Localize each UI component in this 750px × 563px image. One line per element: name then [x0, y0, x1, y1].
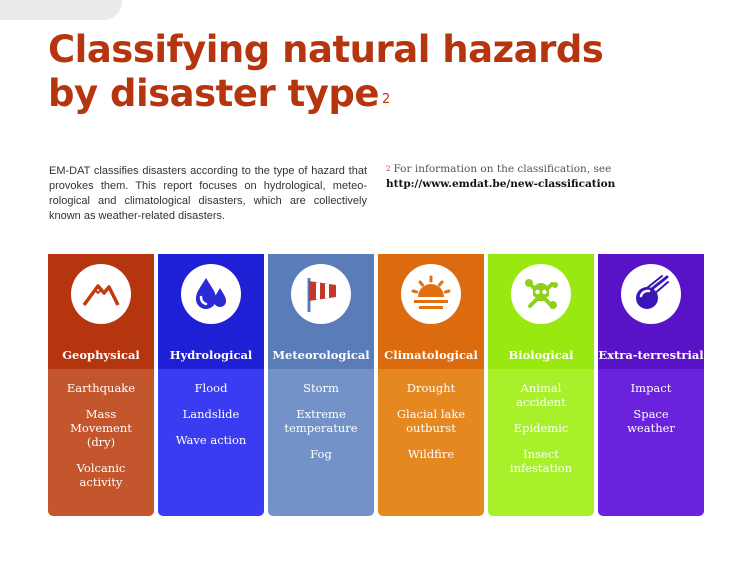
- column-header: [268, 254, 374, 369]
- hazard-item: Insect infestation: [509, 447, 573, 475]
- column-items: [158, 369, 264, 516]
- column-label: Biological: [508, 348, 574, 362]
- hazard-item: Fog: [310, 447, 332, 461]
- column-header: [598, 254, 704, 369]
- column-items: [268, 369, 374, 516]
- column-label: Extra-terrestrial: [598, 348, 704, 362]
- column-header: [378, 254, 484, 369]
- column-items: [48, 369, 154, 516]
- column-label: Meteorological: [272, 348, 370, 362]
- hazard-item: Extreme temperature: [284, 407, 358, 435]
- column-header: [488, 254, 594, 369]
- title-text: Classifying natural hazards by disaster type: [48, 28, 604, 115]
- mountain-icon: [71, 264, 131, 324]
- hazard-item: Mass Movement (dry): [70, 407, 132, 449]
- hazard-column-meteorological: [268, 254, 374, 516]
- hazard-item: Flood: [194, 381, 228, 395]
- hazard-item: Drought: [406, 381, 456, 395]
- column-items: [598, 369, 704, 516]
- column-header: [48, 254, 154, 369]
- hazard-item: Space weather: [627, 407, 675, 435]
- page-title: [48, 28, 608, 116]
- water-drops-icon: [181, 264, 241, 324]
- skull-crossbones-icon: [511, 264, 571, 324]
- hazard-item: Earthquake: [66, 381, 136, 395]
- column-items: [378, 369, 484, 516]
- hazard-item: Wave action: [175, 433, 247, 447]
- hazard-column-extra-terrestrial: [598, 254, 704, 516]
- column-items: [488, 369, 594, 516]
- hazard-column-geophysical: [48, 254, 154, 516]
- hazard-column-climatological: [378, 254, 484, 516]
- hazard-item: Impact: [630, 381, 672, 395]
- footnote-text: For information on the classification, see: [393, 163, 612, 175]
- column-header: [158, 254, 264, 369]
- footnote-link[interactable]: http://www.emdat.be/new-classification: [386, 178, 616, 190]
- windsock-icon: [291, 264, 351, 324]
- column-label: Hydrological: [169, 348, 253, 362]
- corner-tab: [0, 0, 122, 20]
- footnote-mark: 2: [386, 165, 391, 173]
- hazard-column-biological: [488, 254, 594, 516]
- column-label: Climatological: [384, 348, 478, 362]
- hazard-item: Glacial lake outburst: [396, 407, 466, 435]
- hazard-item: Volcanic activity: [76, 461, 126, 489]
- hazard-item: Storm: [303, 381, 339, 395]
- meteor-icon: [621, 264, 681, 324]
- sunset-icon: [401, 264, 461, 324]
- hazard-item: Animal accident: [516, 381, 566, 409]
- hazard-item: Landslide: [182, 407, 240, 421]
- hazard-column-hydrological: [158, 254, 264, 516]
- footnote: [386, 162, 686, 192]
- hazard-item: Epidemic: [513, 421, 569, 435]
- column-label: Geophysical: [62, 348, 140, 362]
- intro-paragraph: EM-DAT classifies disasters according to the type of hazard that provokes them. This report focuses on hydrological, meteorological and climatological disasters, which are collectively known as weather-related disasters.: [49, 165, 367, 222]
- hazard-item: Wildfire: [407, 447, 455, 461]
- title-footnote-mark: 2: [381, 92, 390, 107]
